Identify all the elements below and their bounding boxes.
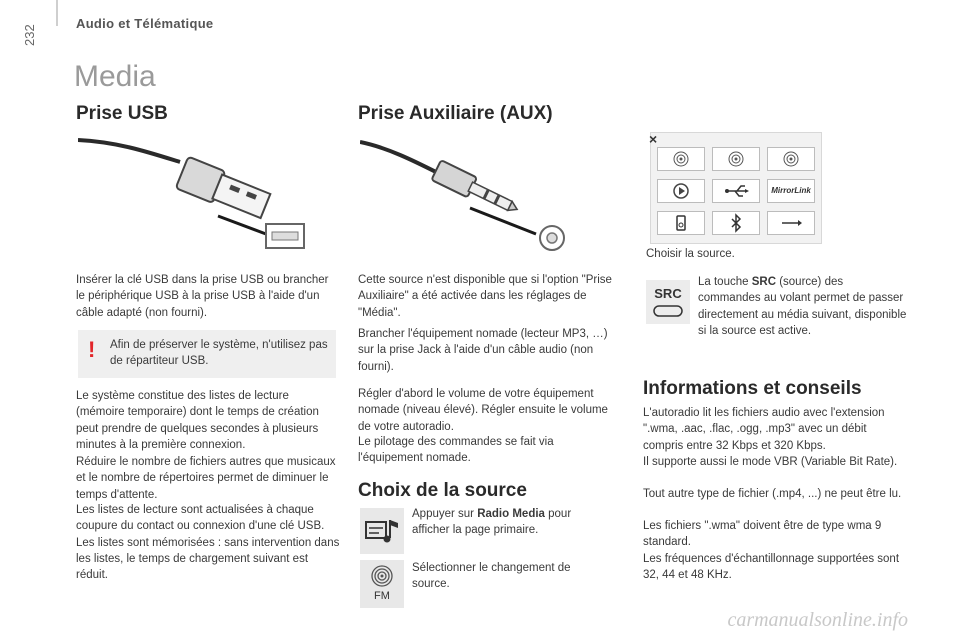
source-aux [767, 211, 815, 235]
src-description: La touche SRC (source) des commandes au volant permet de passer directement au média suivant, disponible si la source est active. [698, 276, 907, 337]
jack-icon [768, 212, 814, 234]
aux-paragraph-3: Régler d'abord le volume de votre équipement nomade (niveau élevé). Régler ensuite le volume de votre autoradio. [358, 388, 608, 433]
fm-button [360, 560, 404, 608]
close-icon: × [649, 131, 658, 147]
usb-paragraph-3: Les listes de lecture sont actualisées à chaque coupure du contact ou connexion d'une clé USB. Les listes sont mémorisées : sans intervention dans les listes, le temps de chargement suivant est réduit. [76, 504, 340, 582]
source-disc [657, 179, 705, 203]
page-title: Media [74, 60, 156, 93]
usb-heading: Prise USB [76, 103, 168, 124]
radio-media-icon [360, 508, 404, 554]
usb-plug-illustration [78, 132, 318, 252]
bluetooth-icon [713, 212, 759, 234]
source-step-1: Appuyer sur Radio Media pour afficher la page primaire. [412, 508, 572, 537]
fm-label: FM [374, 590, 390, 602]
fm-icon [360, 560, 404, 590]
info-line-2: Il supporte aussi le mode VBR (Variable Bit Rate). [643, 456, 898, 468]
source-bluetooth [712, 211, 760, 235]
src-label: SRC [654, 286, 682, 301]
usb-paragraph-2: Réduire le nombre de fichiers autres que musicaux et le nombre de répertoires permet de diminuer le temps d'attente. [76, 456, 336, 501]
info-line-1: L'autoradio lit les fichiers audio avec l'extension ".wma, .aac, .flac, .ogg, .mp3" avec un débit compris entre 32 Kbps et 320 Kbps. [643, 407, 885, 452]
source-ipod [657, 211, 705, 235]
src-button [646, 280, 690, 324]
ipod-icon [658, 212, 704, 234]
jack-plug-illustration [360, 132, 580, 252]
page-number: 232 [22, 24, 37, 46]
side-rule [56, 0, 58, 26]
source-radio-3 [767, 147, 815, 171]
aux-paragraph-2: Brancher l'équipement nomade (lecteur MP3, …) sur la prise Jack à l'aide d'un câble audio (non fourni). [358, 328, 608, 373]
grid-caption: Choisir la source. [646, 248, 735, 260]
info-heading: Informations et conseils [643, 378, 862, 399]
aux-heading: Prise Auxiliaire (AUX) [358, 103, 553, 124]
source-heading: Choix de la source [358, 480, 527, 501]
watermark: carmanualsonline.info [727, 609, 908, 631]
source-radio-2 [712, 147, 760, 171]
info-line-5: Les fréquences d'échantillonnage supportées sont 32, 44 et 48 KHz. [643, 553, 900, 582]
section-header: Audio et Télématique [76, 16, 214, 31]
warning-icon: ! [88, 337, 96, 362]
source-radio-1 [657, 147, 705, 171]
radio-icon [658, 148, 704, 170]
usb-icon [713, 180, 759, 202]
warning-text: Afin de préserver le système, n'utilisez pas de répartiteur USB. [110, 339, 328, 368]
aux-paragraph-4: Le pilotage des commandes se fait via l'équipement nomade. [358, 436, 554, 465]
info-line-4: Les fichiers ".wma" doivent être de type wma 9 standard. [643, 520, 882, 549]
source-step-2: Sélectionner le changement de source. [412, 562, 571, 591]
radio-media-button [360, 508, 404, 554]
radio-icon [713, 148, 759, 170]
steering-control-icon [652, 304, 684, 318]
usb-paragraph-1: Le système constitue des listes de lecture (mémoire temporaire) dont le temps de création peut prendre de quelques secondes à plusieurs minutes à la première connexion. [76, 390, 319, 451]
source-usb [712, 179, 760, 203]
play-icon [658, 180, 704, 202]
source-selection-screen [650, 132, 822, 244]
usb-intro-text: Insérer la clé USB dans la prise USB ou brancher le périphérique USB à la prise USB à l'aide d'un câble adapté (non fourni). [76, 274, 329, 319]
radio-icon [768, 148, 814, 170]
source-mirrorlink: MirrorLink [767, 179, 815, 203]
info-line-3: Tout autre type de fichier (.mp4, ...) ne peut être lu. [643, 488, 902, 500]
aux-paragraph-1: Cette source n'est disponible que si l'option "Prise Auxiliaire" a été activée dans les réglages de "Média". [358, 274, 612, 319]
